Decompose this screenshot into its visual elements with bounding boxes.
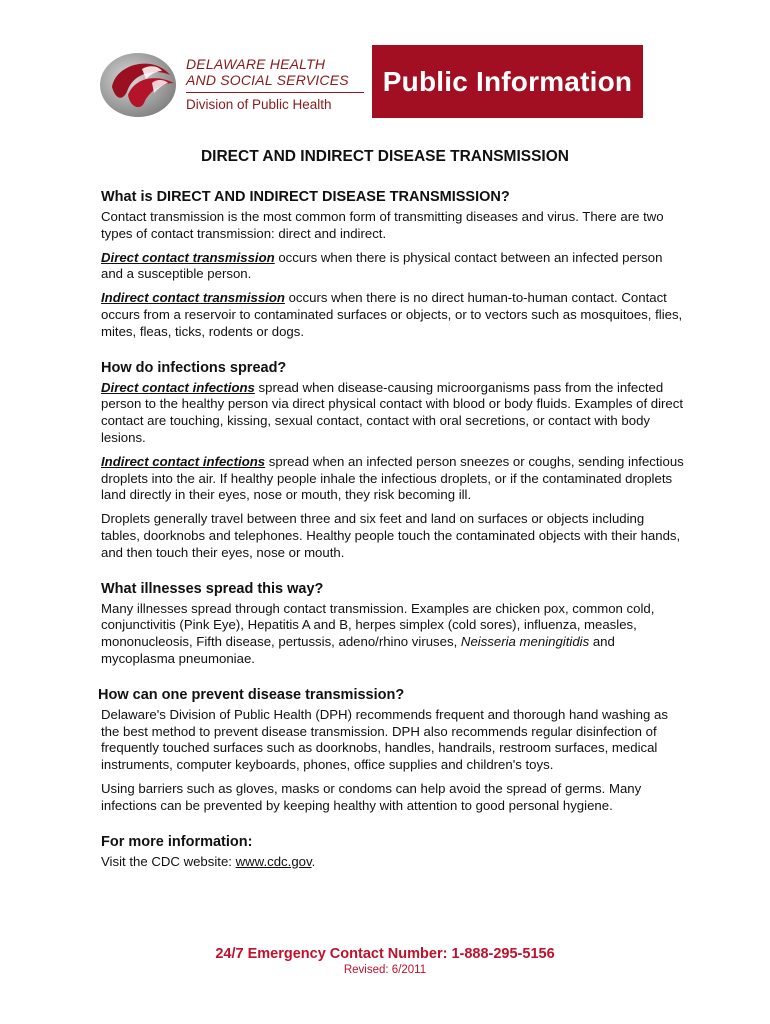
paragraph: Droplets generally travel between three and six feet and land on surfaces or objects including tables, doorknobs and telephones. Healthy people touch the contaminated objects with their hands, and then touch their eyes, nose or mouth. [101,511,681,560]
document-body [98,188,686,877]
section-heading: For more information: [101,833,253,850]
section-heading: What illnesses spread this way? [101,580,324,597]
paragraph: Using barriers such as gloves, masks or condoms can help avoid the spread of germs. Many infections can be prevented by keeping healthy with attention to good personal hygiene. [101,780,642,813]
paragraph-text: spread when an infected person sneezes or coughs, sending infectious droplets into the air. If healthy people inhale the infectious droplets, or if the contaminated droplets land directly in their eyes, nose or mouth, they risk becoming ill. [101,453,684,503]
section-what-is [101,188,686,341]
document-title: DIRECT AND INDIRECT DISEASE TRANSMISSION [200,148,569,165]
paragraph [101,601,686,668]
revised-date: Revised: 6/2011 [343,964,427,976]
paragraph [101,250,686,284]
section-heading: How do infections spread? [101,359,287,376]
paragraph-text: . [311,853,316,869]
paragraph [101,290,686,340]
org-division: Division of Public Health [186,97,332,112]
paragraph-text: spread when disease-causing microorganisms pass from the infected person to the healthy person via direct physical contact with blood or body fluids. Examples of direct contact are touching, kissing, sexual contact, contact with oral secretions, or contact with body lesions. [101,379,684,445]
paragraph: Contact transmission is the most common form of transmitting diseases and virus. There are two types of contact transmission: direct and indirect. [101,209,664,241]
public-information-banner: Public Information [372,45,643,118]
paragraph-text: Visit the CDC website: [101,853,236,869]
paragraph [101,454,686,504]
term-direct-contact-infections: Direct contact infections [101,379,255,395]
org-line-2: AND SOCIAL SERVICES [186,72,349,88]
section-prevention [98,686,686,815]
paragraph-text: Many illnesses spread through contact transmission. Examples are chicken pox, common cold, conjunctivitis (Pink Eye), Hepatitis A and B, herpes simplex (cold sores), influenza, measles, mononucleosis, Fifth disease, pertussis, adeno/rhino viruses, [101,600,655,650]
term-indirect-contact-infections: Indirect contact infections [101,453,266,469]
paragraph [101,854,686,871]
section-more-info [101,833,686,871]
org-line-1: DELAWARE HEALTH [186,56,326,72]
footer [0,945,770,976]
paragraph-text: and mycoplasma pneumoniae. [101,634,615,666]
italic-organism-name: Neisseria meningitidis [460,634,590,650]
paragraph-text: occurs when there is no direct human-to-human contact. Contact occurs from a reservoir to contaminated surfaces or objects, or to vectors such as mosquitoes, flies, mites, fleas, ticks, rodents or dogs. [101,290,683,339]
section-illnesses [101,580,686,668]
dhss-logo-icon [98,49,180,119]
term-direct-contact-transmission: Direct contact transmission [101,249,275,265]
section-heading: What is DIRECT AND INDIRECT DISEASE TRANSMISSION? [101,189,510,205]
paragraph: Delaware's Division of Public Health (DPH) recommends frequent and thorough hand washing as the best method to prevent disease transmission. DPH also recommends regular disinfection of frequently touched surfaces such as doorknobs, handles, handrails, restroom surfaces, medical instruments, computer keyboards, phones, office supplies and children's toys. [101,706,668,773]
org-divider [186,92,364,93]
paragraph-text: occurs when there is physical contact between an infected person and a susceptible person. [101,249,663,282]
term-indirect-contact-transmission: Indirect contact transmission [101,290,285,306]
section-how-spread [101,359,686,562]
cdc-website-link[interactable]: www.cdc.gov [235,853,312,869]
organization-name [186,56,366,113]
emergency-contact: 24/7 Emergency Contact Number: 1-888-295-5156 [215,946,555,962]
paragraph [101,380,686,447]
section-heading: How can one prevent disease transmission? [98,686,405,703]
